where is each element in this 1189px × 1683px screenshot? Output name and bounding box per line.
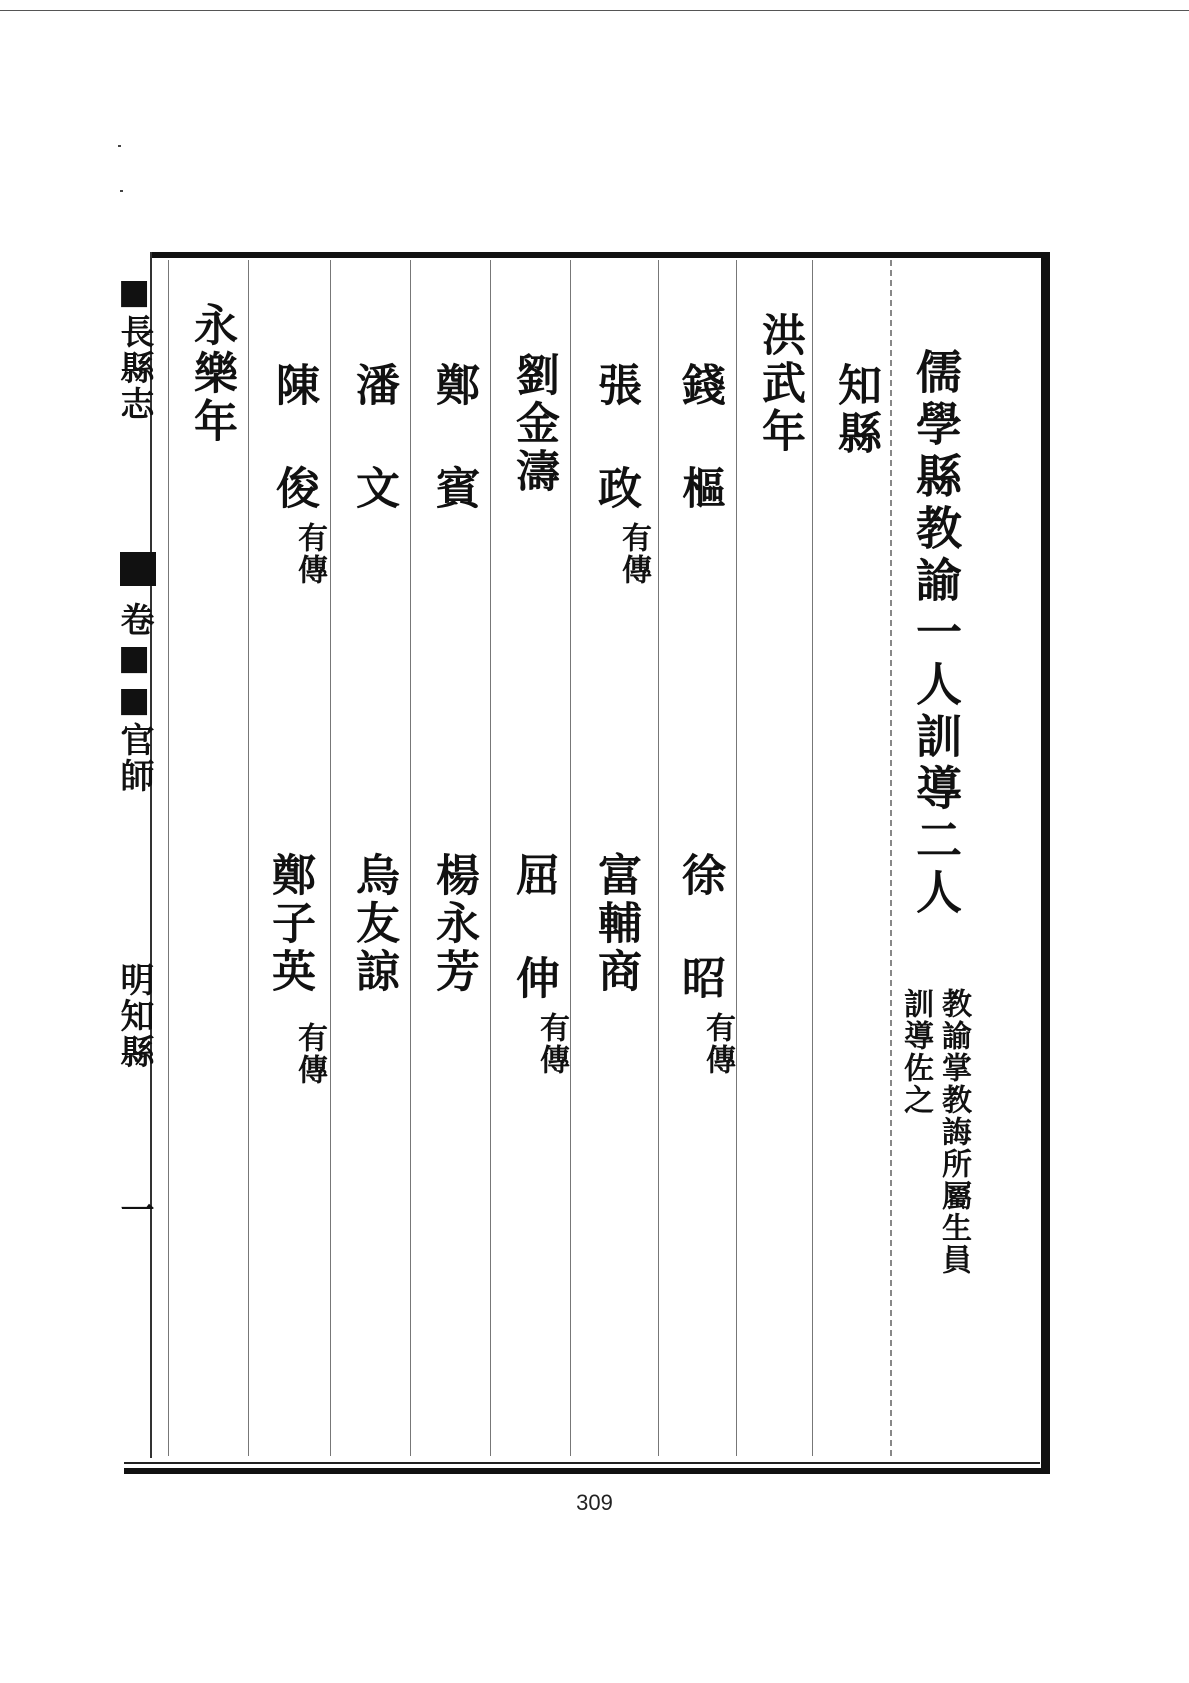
frame-top-border bbox=[150, 252, 1050, 258]
entry-note: 有傳 bbox=[534, 1012, 569, 1076]
column-divider bbox=[736, 260, 737, 1456]
column-era-yongle: 永樂年 bbox=[186, 302, 237, 446]
entry-name: 徐 昭 bbox=[674, 852, 725, 1003]
entry-note: 有傳 bbox=[292, 522, 327, 586]
margin-leaf: 一 bbox=[114, 1192, 154, 1230]
margin-title: ■長縣志 bbox=[114, 272, 154, 422]
entry-name: 鄭 賓 bbox=[428, 362, 479, 513]
column-divider bbox=[490, 260, 491, 1456]
column-divider bbox=[248, 260, 249, 1456]
entry-note: 有傳 bbox=[700, 1012, 735, 1076]
margin-section: 明知縣 bbox=[114, 962, 154, 1070]
frame-bottom-border bbox=[124, 1468, 1050, 1474]
heading-note bbox=[896, 988, 976, 1288]
column-divider bbox=[570, 260, 571, 1456]
entry-name: 烏友諒 bbox=[348, 852, 399, 996]
column-divider bbox=[330, 260, 331, 1456]
heading-note-text: 教諭掌教誨所屬生員訓導佐之 bbox=[898, 988, 971, 1276]
frame-bottom-inner-border bbox=[124, 1462, 1040, 1464]
entry-name: 錢 樞 bbox=[674, 362, 725, 513]
entry-name: 楊永芳 bbox=[428, 852, 479, 996]
column-divider bbox=[658, 260, 659, 1456]
frame-left-border bbox=[150, 252, 152, 1458]
scan-speck bbox=[120, 190, 123, 192]
entry-name: 陳 俊 bbox=[268, 362, 319, 513]
entry-name: 富輔商 bbox=[590, 852, 641, 996]
entry-note: 有傳 bbox=[292, 1022, 327, 1086]
column-divider bbox=[410, 260, 411, 1456]
heading-main: 儒學縣教諭一人訓導二人 bbox=[909, 348, 963, 920]
entry-name: 劉金濤 bbox=[508, 352, 559, 496]
column-era-hongwu: 洪武年 bbox=[754, 312, 805, 456]
entry-name: 潘 文 bbox=[348, 362, 399, 513]
entry-name: 鄭子英 bbox=[264, 852, 315, 996]
entry-note: 有傳 bbox=[616, 522, 651, 586]
margin-volume: 卷■■官師 bbox=[114, 602, 154, 794]
frame-right-border bbox=[1041, 252, 1050, 1474]
column-title-zhixian: 知縣 bbox=[830, 362, 881, 458]
top-rule bbox=[0, 10, 1189, 11]
column-divider bbox=[890, 260, 892, 1456]
page-number: 309 bbox=[576, 1490, 613, 1515]
page-frame bbox=[114, 252, 1050, 1474]
entry-name: 張 政 bbox=[590, 362, 641, 513]
entry-name: 屈 伸 bbox=[508, 852, 559, 1003]
scan-speck bbox=[118, 145, 121, 147]
margin-block-mark bbox=[120, 552, 156, 586]
column-divider bbox=[168, 260, 169, 1456]
